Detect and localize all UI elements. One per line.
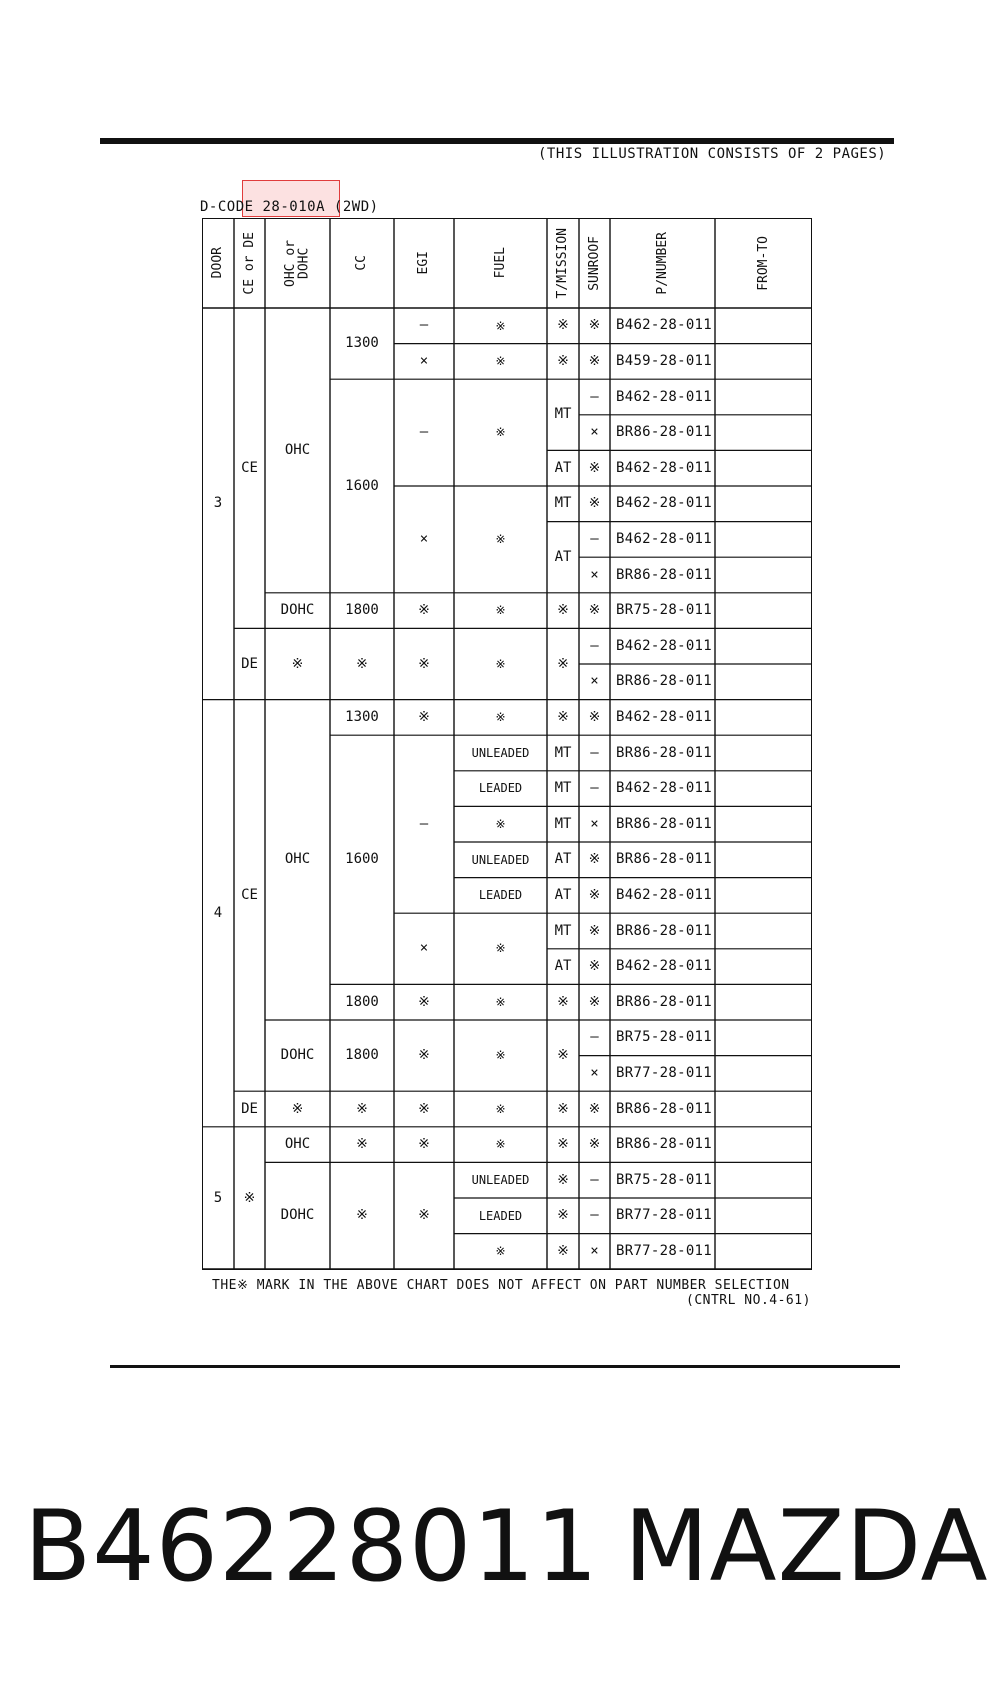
cell-cede: DE xyxy=(241,1100,258,1117)
header-label: SUNROOF xyxy=(586,235,602,291)
cell-pn: BR77-28-011 xyxy=(616,1065,713,1082)
header-label: FUEL xyxy=(492,247,508,279)
cell-cc: ※ xyxy=(356,1100,368,1117)
cell-fuel: ※ xyxy=(495,603,506,618)
cell-fuel: ※ xyxy=(495,354,506,369)
cell-ohc: DOHC xyxy=(280,602,315,619)
cell-cc: 1300 xyxy=(345,335,379,352)
cell-pn: B462-28-011 xyxy=(616,958,713,975)
header-cc xyxy=(330,218,394,308)
cell-tm: MT xyxy=(554,922,572,939)
cell-fromto xyxy=(715,415,812,451)
cell-pn: BR86-28-011 xyxy=(616,922,713,939)
footnote: THE※ MARK IN THE ABOVE CHART DOES NOT AFFECT ON PART NUMBER SELECTION xyxy=(212,1278,790,1293)
cell-egi: ※ xyxy=(418,993,430,1010)
cell-fromto xyxy=(715,771,812,807)
cell-egi: ※ xyxy=(418,1100,430,1117)
cell-fuel: ※ xyxy=(495,318,506,333)
control-number: (CNTRL NO.4-61) xyxy=(686,1293,811,1308)
cell-pn: BR86-28-011 xyxy=(616,1136,713,1153)
cell-tm: ※ xyxy=(557,602,569,619)
cell-egi: × xyxy=(419,531,429,548)
cell-fromto xyxy=(715,949,812,985)
cell-sunroof: × xyxy=(590,815,599,832)
top-rule xyxy=(100,138,894,144)
cell-tm: MT xyxy=(554,780,572,797)
cell-egi: ※ xyxy=(418,655,430,672)
cell-fromto xyxy=(715,735,812,771)
cell-fromto xyxy=(715,379,812,415)
header-label: FROM-TO xyxy=(755,235,771,291)
header-fromto xyxy=(715,218,812,308)
cell-sunroof: – xyxy=(590,780,599,797)
cell-pn: B462-28-011 xyxy=(616,388,713,405)
cell-sunroof: ※ xyxy=(588,993,601,1010)
cell-fromto xyxy=(715,628,812,664)
cell-pn: B462-28-011 xyxy=(616,637,713,654)
cell-pn: BR86-28-011 xyxy=(616,993,713,1010)
cell-pn: BR86-28-011 xyxy=(616,851,713,868)
cell-tm: AT xyxy=(554,887,572,904)
cell-fuel: ※ xyxy=(495,710,506,725)
header-cede xyxy=(234,218,265,308)
cell-cc: 1800 xyxy=(345,602,379,619)
cell-pn: BR86-28-011 xyxy=(616,673,713,690)
header-fuel xyxy=(454,218,547,308)
cell-sunroof: ※ xyxy=(588,709,601,726)
cell-sunroof: – xyxy=(590,1171,599,1188)
cell-fuel: ※ xyxy=(495,816,506,831)
cell-pn: BR75-28-011 xyxy=(616,1029,713,1046)
cell-pn: BR86-28-011 xyxy=(616,815,713,832)
cell-pn: B462-28-011 xyxy=(616,709,713,726)
cell-fuel: ※ xyxy=(495,656,506,671)
cell-egi: ※ xyxy=(418,1047,430,1064)
cell-ohc: ※ xyxy=(291,1100,304,1117)
cell-sunroof: × xyxy=(590,424,599,441)
parts-table xyxy=(202,218,812,1270)
cell-pn: BR75-28-011 xyxy=(616,602,713,619)
cell-fuel: ※ xyxy=(495,1137,506,1152)
cell-tm: ※ xyxy=(557,353,569,370)
cell-pn: B462-28-011 xyxy=(616,887,713,904)
cell-cc: 1300 xyxy=(345,709,379,726)
cell-sunroof: ※ xyxy=(588,495,601,512)
cell-ohc: DOHC xyxy=(280,1207,315,1224)
cell-pn: BR86-28-011 xyxy=(616,424,713,441)
cell-ohc: DOHC xyxy=(280,1047,315,1064)
header-pn xyxy=(610,218,715,308)
cell-sunroof: × xyxy=(590,1065,599,1082)
cell-tm: AT xyxy=(554,548,572,565)
cell-egi: ※ xyxy=(418,1136,430,1153)
cell-fuel: UNLEADED xyxy=(471,852,530,867)
cell-door: 3 xyxy=(213,495,223,512)
cell-fromto xyxy=(715,450,812,486)
header-door xyxy=(202,218,234,308)
cell-tm: ※ xyxy=(557,655,569,672)
cell-egi: – xyxy=(419,317,429,334)
cell-tm: ※ xyxy=(557,1100,569,1117)
cell-pn: BR77-28-011 xyxy=(616,1243,713,1260)
cell-fromto xyxy=(715,1127,812,1163)
cell-sunroof: – xyxy=(590,1029,599,1046)
header-label: P/NUMBER xyxy=(654,231,670,295)
cell-fromto xyxy=(715,984,812,1020)
cell-egi: – xyxy=(419,424,429,441)
cell-fromto xyxy=(715,842,812,878)
cell-fromto xyxy=(715,1091,812,1127)
cell-tm: ※ xyxy=(557,317,569,334)
cell-tm: ※ xyxy=(557,1047,569,1064)
header-label: T/MISSION xyxy=(555,227,571,299)
cell-fromto xyxy=(715,913,812,949)
cell-cc: 1800 xyxy=(345,993,379,1010)
cell-sunroof: – xyxy=(590,388,599,405)
cell-egi: ※ xyxy=(418,602,430,619)
cell-fuel: ※ xyxy=(495,1048,506,1063)
cell-fuel: LEADED xyxy=(478,888,523,903)
cell-cc: ※ xyxy=(356,655,368,672)
cell-pn: BR86-28-011 xyxy=(616,566,713,583)
cell-tm: ※ xyxy=(557,993,569,1010)
cell-fromto xyxy=(715,1056,812,1092)
cell-sunroof: ※ xyxy=(588,1136,601,1153)
cell-tm: ※ xyxy=(557,1207,569,1224)
cell-cede: ※ xyxy=(243,1189,256,1206)
part-number: B46228011 xyxy=(24,1490,600,1604)
cell-fromto xyxy=(715,700,812,736)
pages-note: (THIS ILLUSTRATION CONSISTS OF 2 PAGES) xyxy=(538,146,887,162)
cell-tm: MT xyxy=(554,815,572,832)
header-ohc xyxy=(265,218,330,308)
header-label: CC xyxy=(354,255,370,271)
cell-sunroof: – xyxy=(590,531,599,548)
cell-sunroof: ※ xyxy=(588,958,601,975)
cell-fromto xyxy=(715,344,812,380)
cell-fuel: ※ xyxy=(495,1244,506,1259)
cell-fromto xyxy=(715,308,812,344)
cell-sunroof: ※ xyxy=(588,602,601,619)
cell-pn: B462-28-011 xyxy=(616,780,713,797)
cell-sunroof: × xyxy=(590,566,599,583)
brand-name: MAZDA xyxy=(624,1490,989,1604)
cell-fuel: LEADED xyxy=(478,781,523,796)
cell-pn: B462-28-011 xyxy=(616,459,713,476)
cell-fromto xyxy=(715,878,812,914)
cell-pn: B462-28-011 xyxy=(616,317,713,334)
cell-tm: ※ xyxy=(557,709,569,726)
cell-pn: B459-28-011 xyxy=(616,353,713,370)
cell-sunroof: ※ xyxy=(588,922,601,939)
cell-fuel: ※ xyxy=(495,1101,506,1116)
cell-ohc: OHC xyxy=(284,442,311,459)
cell-cede: DE xyxy=(241,655,258,672)
dcode-label: D-CODE 28-010A (2WD) xyxy=(200,199,379,215)
cell-sunroof: – xyxy=(590,637,599,654)
cell-egi: ※ xyxy=(418,709,430,726)
cell-cc: 1600 xyxy=(345,851,379,868)
cell-tm: ※ xyxy=(557,1243,569,1260)
cell-ohc: OHC xyxy=(284,1136,311,1153)
cell-cc: 1600 xyxy=(345,477,379,494)
cell-fuel: ※ xyxy=(495,532,506,547)
cell-sunroof: ※ xyxy=(588,887,601,904)
cell-pn: BR86-28-011 xyxy=(616,744,713,761)
header-label: DOOR xyxy=(210,247,226,279)
cell-pn: BR75-28-011 xyxy=(616,1171,713,1188)
cell-fromto xyxy=(715,486,812,522)
cell-fuel: ※ xyxy=(495,425,506,440)
cell-pn: BR86-28-011 xyxy=(616,1100,713,1117)
cell-sunroof: × xyxy=(590,1243,599,1260)
cell-tm: MT xyxy=(554,744,572,761)
cell-tm: ※ xyxy=(557,1136,569,1153)
cell-egi: ※ xyxy=(418,1207,430,1224)
header-egi xyxy=(394,218,454,308)
cell-tm: AT xyxy=(554,851,572,868)
header-label: CE or DE xyxy=(241,231,257,295)
cell-fromto xyxy=(715,1020,812,1056)
cell-sunroof: ※ xyxy=(588,459,601,476)
cell-pn: BR77-28-011 xyxy=(616,1207,713,1224)
cell-fromto xyxy=(715,522,812,558)
cell-ohc: ※ xyxy=(291,655,304,672)
part-label xyxy=(24,1490,989,1604)
cell-tm: ※ xyxy=(557,1171,569,1188)
header-tm xyxy=(547,218,579,308)
cell-fuel: UNLEADED xyxy=(471,745,530,760)
cell-fromto xyxy=(715,1162,812,1198)
cell-fuel: ※ xyxy=(495,994,506,1009)
cell-door: 5 xyxy=(213,1189,223,1206)
cell-sunroof: – xyxy=(590,1207,599,1224)
header-label: OHC or DOHC xyxy=(282,239,312,287)
cell-cc: ※ xyxy=(356,1207,368,1224)
cell-fromto xyxy=(715,1198,812,1234)
cell-fromto xyxy=(715,557,812,593)
cell-sunroof: ※ xyxy=(588,851,601,868)
cell-fuel: UNLEADED xyxy=(471,1172,530,1187)
cell-egi: × xyxy=(419,940,429,957)
cell-pn: B462-28-011 xyxy=(616,495,713,512)
cell-egi: – xyxy=(419,815,429,832)
cell-sunroof: ※ xyxy=(588,317,601,334)
cell-egi: × xyxy=(419,353,429,370)
cell-door: 4 xyxy=(213,904,223,921)
cell-tm: MT xyxy=(554,495,572,512)
header-label: EGI xyxy=(416,251,432,275)
cell-sunroof: × xyxy=(590,673,599,690)
cell-fromto xyxy=(715,806,812,842)
cell-tm: AT xyxy=(554,958,572,975)
cell-cede: CE xyxy=(241,459,258,476)
cell-pn: B462-28-011 xyxy=(616,531,713,548)
cell-fuel: ※ xyxy=(495,941,506,956)
cell-tm: AT xyxy=(554,459,572,476)
cell-sunroof: ※ xyxy=(588,353,601,370)
cell-fromto xyxy=(715,1234,812,1270)
cell-tm: MT xyxy=(554,406,572,423)
cell-cc: 1800 xyxy=(345,1047,379,1064)
cell-sunroof: – xyxy=(590,744,599,761)
cell-sunroof: ※ xyxy=(588,1100,601,1117)
cell-cc: ※ xyxy=(356,1136,368,1153)
cell-fromto xyxy=(715,664,812,700)
cell-fromto xyxy=(715,593,812,629)
cell-cede: CE xyxy=(241,887,258,904)
cell-fuel: LEADED xyxy=(478,1208,523,1223)
bottom-rule xyxy=(110,1365,900,1368)
cell-ohc: OHC xyxy=(284,851,311,868)
header-sunroof xyxy=(579,218,610,308)
